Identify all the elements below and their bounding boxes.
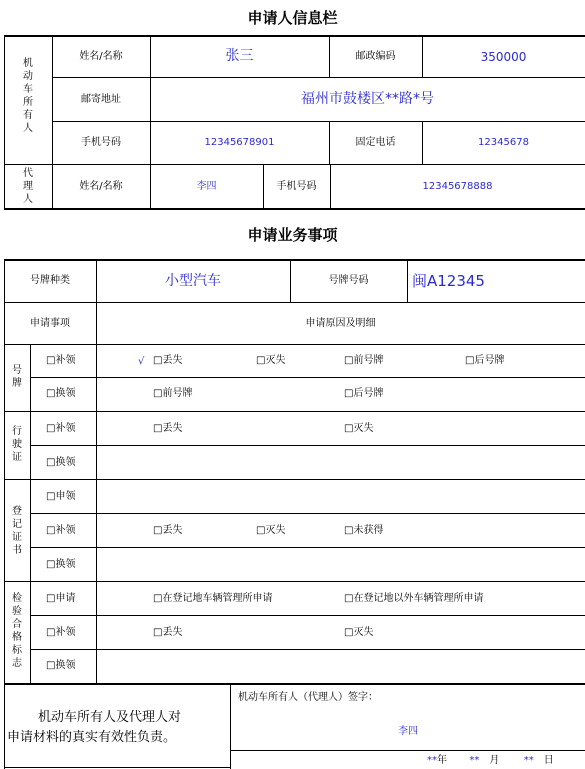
inspection-outside-registration-option[interactable]: □在登记地以外车辆管理所申请: [344, 593, 484, 604]
plate-type-value: 小型汽车: [165, 273, 221, 289]
plate-lost-option[interactable]: □丢失: [153, 355, 183, 366]
plate-front-option[interactable]: □前号牌: [344, 355, 384, 366]
inspection-group-label: 检 验 合 格 标 志: [12, 593, 22, 669]
license-group-label: 行 驶 证: [12, 426, 22, 463]
certificate-lost-option[interactable]: □丢失: [153, 525, 183, 536]
plate-replace-rear-option[interactable]: □后号牌: [344, 388, 384, 399]
agent-mobile-value: 12345678888: [422, 181, 493, 192]
plate-replace-option[interactable]: □换领: [46, 388, 76, 399]
rule: [4, 683, 5, 769]
postal-label: 邮政编码: [355, 51, 396, 62]
rule: [30, 615, 585, 616]
rule: [4, 259, 585, 261]
sign-label: 机动车所有人（代理人）签字：: [238, 692, 378, 703]
statement-line-2: 申请材料的真实有效性负责。: [7, 730, 177, 745]
inspection-destroyed-option[interactable]: □灭失: [344, 627, 374, 638]
inspection-reissue-option[interactable]: □补领: [46, 627, 76, 638]
plate-no-label: 号牌号码: [328, 275, 369, 286]
signer-name: 李四: [398, 726, 418, 737]
rule: [30, 344, 31, 684]
certificate-replace-option[interactable]: □换领: [46, 559, 76, 570]
business-section-title: 申请业务事项: [247, 226, 338, 244]
sign-date: [427, 755, 554, 767]
item-label: 申请事项: [30, 318, 70, 329]
phone-label: 固定电话: [355, 137, 396, 148]
license-reissue-option[interactable]: □补领: [46, 423, 76, 434]
agent-label: 代 理 人: [23, 168, 33, 205]
plate-destroyed-option[interactable]: □灭失: [256, 355, 286, 366]
name-label: 姓名/名称: [79, 51, 123, 62]
rule: [4, 411, 585, 412]
rule: [30, 377, 585, 378]
inspection-apply-option[interactable]: □申请: [46, 593, 76, 604]
address-label: 邮寄地址: [81, 94, 121, 105]
certificate-group-label: 登 记 证 书: [12, 506, 22, 556]
day-unit: 日: [543, 755, 554, 766]
rule: [4, 302, 585, 303]
rule: [230, 683, 231, 769]
name-value: 张三: [225, 48, 254, 64]
rule: [4, 35, 585, 37]
certificate-not-received-option[interactable]: □未获得: [344, 525, 384, 536]
address-value: 福州市鼓楼区**路*号: [301, 91, 434, 107]
inspection-replace-option[interactable]: □换领: [46, 660, 76, 671]
rule: [30, 649, 585, 650]
plate-rear-option[interactable]: □后号牌: [465, 355, 505, 366]
reason-label: 申请原因及明细: [305, 318, 376, 329]
year-unit: 年: [437, 755, 447, 766]
rule: [230, 750, 585, 751]
certificate-reissue-option[interactable]: □补领: [46, 525, 76, 536]
rule: [4, 208, 585, 210]
rule: [4, 581, 585, 582]
license-lost-option[interactable]: □丢失: [153, 423, 183, 434]
license-destroyed-option[interactable]: □灭失: [344, 423, 374, 434]
rule: [30, 547, 585, 548]
certificate-apply-option[interactable]: □申领: [46, 491, 76, 502]
postal-value: 350000: [480, 50, 527, 64]
agent-name-label: 姓名/名称: [79, 181, 123, 192]
mobile-label: 手机号码: [81, 137, 121, 148]
checkmark-icon: √: [138, 356, 145, 367]
day-value: **: [523, 755, 534, 766]
mobile-value: 12345678901: [204, 137, 275, 148]
rule: [52, 77, 585, 78]
rule: [96, 344, 97, 684]
agent-mobile-label: 手机号码: [276, 181, 317, 192]
rule: [96, 259, 97, 345]
rule: [4, 164, 585, 165]
inspection-at-registration-option[interactable]: □在登记地车辆管理所申请: [153, 593, 273, 604]
inspection-lost-option[interactable]: □丢失: [153, 627, 183, 638]
statement-line-1: 机动车所有人及代理人对: [38, 710, 182, 725]
rule: [30, 513, 585, 514]
plate-no-value: 闽A12345: [412, 272, 485, 290]
certificate-destroyed-option[interactable]: □灭失: [256, 525, 286, 536]
rule: [4, 479, 585, 480]
agent-name-value: 李四: [196, 181, 217, 192]
month-unit: 月: [489, 755, 500, 766]
rule: [407, 259, 408, 302]
owner-label: 机 动 车 所 有 人: [23, 58, 33, 134]
rule: [4, 683, 585, 685]
month-value: **: [469, 755, 480, 766]
rule: [52, 121, 585, 122]
rule: [4, 35, 5, 209]
applicant-section-title: 申请人信息栏: [247, 9, 338, 27]
license-replace-option[interactable]: □换领: [46, 457, 76, 468]
rule: [4, 344, 585, 345]
rule: [30, 445, 585, 446]
year-value: **: [427, 755, 437, 766]
plate-group-label: 号 牌: [12, 365, 22, 389]
plate-reissue-option[interactable]: □补领: [46, 355, 76, 366]
plate-type-label: 号牌种类: [30, 275, 70, 286]
plate-replace-front-option[interactable]: □前号牌: [153, 388, 193, 399]
phone-value: 12345678: [478, 137, 529, 148]
rule: [4, 767, 230, 768]
